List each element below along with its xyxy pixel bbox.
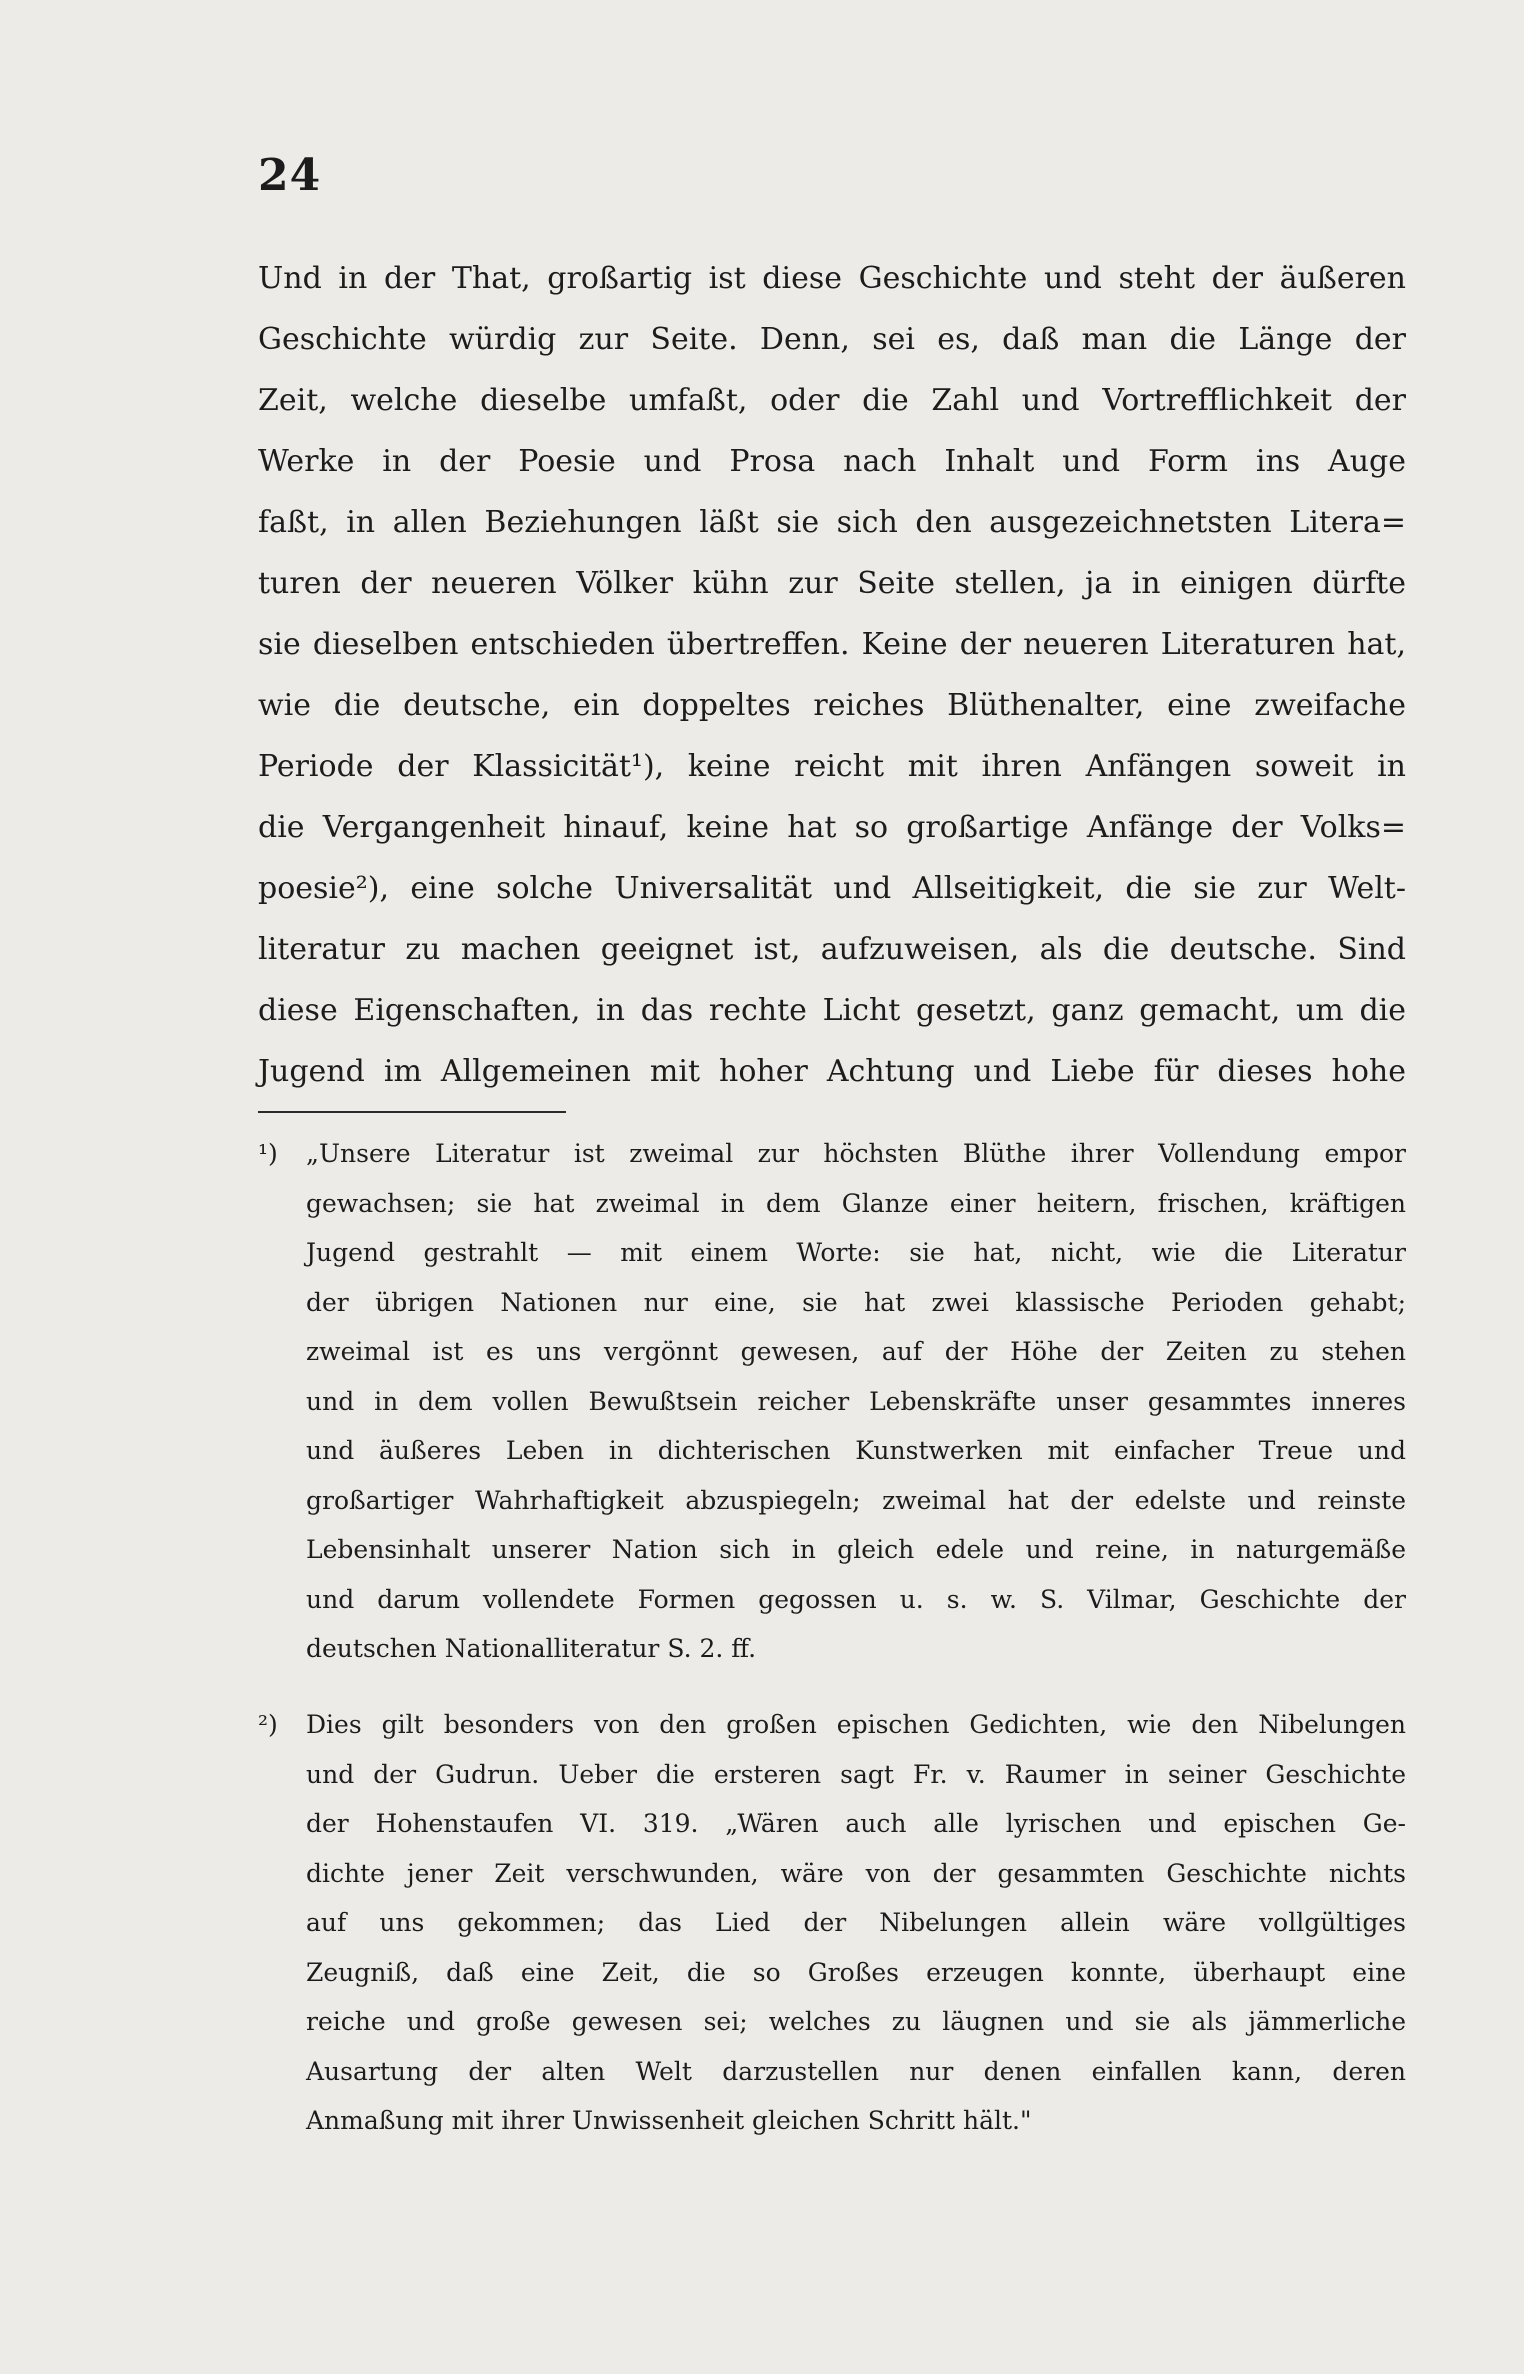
footnote-line: reiche und große gewesen sei; welches zu läugnen und sie als jämmerliche bbox=[306, 2007, 1406, 2036]
footnote-line: Anmaßung mit ihrer Unwissenheit gleichen Schritt hält." bbox=[306, 2106, 1032, 2135]
body-line: Werke in der Poesie und Prosa nach Inhalt und Form ins Auge bbox=[258, 444, 1406, 479]
body-line: Zeit, welche dieselbe umfaßt, oder die Zahl und Vortrefflichkeit der bbox=[258, 383, 1406, 418]
footnote-line: großartiger Wahrhaftigkeit abzuspiegeln; zweimal hat der edelste und reinste bbox=[306, 1485, 1406, 1515]
footnote-line: und der Gudrun. Ueber die ersteren sagt Fr. v. Raumer in seiner Geschichte bbox=[306, 1759, 1406, 1789]
body-line: Und in der That, großartig ist diese Geschichte und steht der äußeren bbox=[258, 261, 1406, 296]
footnote-2 bbox=[258, 1700, 1406, 2146]
footnote-line: Ausartung der alten Welt darzustellen nur denen einfallen kann, deren bbox=[306, 2056, 1406, 2086]
footnote-line: Jugend gestrahlt — mit einem Worte: sie hat, nicht, wie die Literatur bbox=[306, 1238, 1406, 1267]
body-line: die Vergangenheit hinauf, keine hat so großartige Anfänge der Volks= bbox=[258, 810, 1406, 845]
body-line: diese Eigenschaften, in das rechte Licht gesetzt, ganz gemacht, um die bbox=[258, 993, 1406, 1028]
body-line: Geschichte würdig zur Seite. Denn, sei es, daß man die Länge der bbox=[258, 322, 1406, 357]
footnote-line: und in dem vollen Bewußtsein reicher Lebenskräfte unser gesammtes inneres bbox=[306, 1386, 1406, 1416]
footnote-line: Zeugniß, daß eine Zeit, die so Großes erzeugen konnte, überhaupt eine bbox=[306, 1957, 1406, 1987]
body-line: Periode der Klassicität¹), keine reicht mit ihren Anfängen soweit in bbox=[258, 749, 1406, 784]
body-line: poesie²), eine solche Universalität und Allseitigkeit, die sie zur Welt- bbox=[258, 871, 1406, 906]
footnote-line: der übrigen Nationen nur eine, sie hat zwei klassische Perioden gehabt; bbox=[306, 1287, 1406, 1317]
main-text bbox=[258, 248, 1406, 1102]
body-line: sie dieselben entschieden übertreffen. Keine der neueren Literaturen hat, bbox=[258, 627, 1406, 662]
body-line: literatur zu machen geeignet ist, aufzuweisen, als die deutsche. Sind bbox=[258, 932, 1406, 967]
footnote-marker: ²) bbox=[258, 1710, 278, 1739]
footnote-line: Lebensinhalt unserer Nation sich in gleich edele und reine, in naturgemäße bbox=[306, 1535, 1406, 1564]
footnote-line: und äußeres Leben in dichterischen Kunstwerken mit einfacher Treue und bbox=[306, 1436, 1406, 1465]
footnote-divider bbox=[258, 1111, 566, 1113]
body-line: Jugend im Allgemeinen mit hoher Achtung und Liebe für dieses hohe bbox=[258, 1054, 1406, 1089]
footnote-line: gewachsen; sie hat zweimal in dem Glanze einer heitern, frischen, kräftigen bbox=[306, 1188, 1406, 1218]
footnote-line: zweimal ist es uns vergönnt gewesen, auf der Höhe der Zeiten zu stehen bbox=[306, 1337, 1406, 1366]
footnote-line: auf uns gekommen; das Lied der Nibelungen allein wäre vollgültiges bbox=[306, 1908, 1406, 1937]
footnote-1 bbox=[258, 1129, 1406, 1674]
footnote-line: und darum vollendete Formen gegossen u. s. w. S. Vilmar, Geschichte der bbox=[306, 1584, 1406, 1614]
footnote-line: dichte jener Zeit verschwunden, wäre von der gesammten Geschichte nichts bbox=[306, 1858, 1406, 1888]
body-line: faßt, in allen Beziehungen läßt sie sich den ausgezeichnetsten Litera= bbox=[258, 505, 1406, 540]
footnote-marker: ¹) bbox=[258, 1139, 278, 1168]
footnote-line: Dies gilt besonders von den großen epischen Gedichten, wie den Nibelungen bbox=[306, 1710, 1406, 1739]
footnote-line: „Unsere Literatur ist zweimal zur höchsten Blüthe ihrer Vollendung empor bbox=[306, 1139, 1406, 1168]
body-line: wie die deutsche, ein doppeltes reiches Blüthenalter, eine zweifache bbox=[258, 688, 1406, 723]
footnote-line: deutschen Nationalliteratur S. 2. ff. bbox=[306, 1634, 757, 1663]
footnote-line: der Hohenstaufen VI. 319. „Wären auch alle lyrischen und epischen Ge- bbox=[306, 1809, 1406, 1838]
body-line: turen der neueren Völker kühn zur Seite stellen, ja in einigen dürfte bbox=[258, 566, 1406, 601]
page-number: 24 bbox=[258, 150, 322, 201]
